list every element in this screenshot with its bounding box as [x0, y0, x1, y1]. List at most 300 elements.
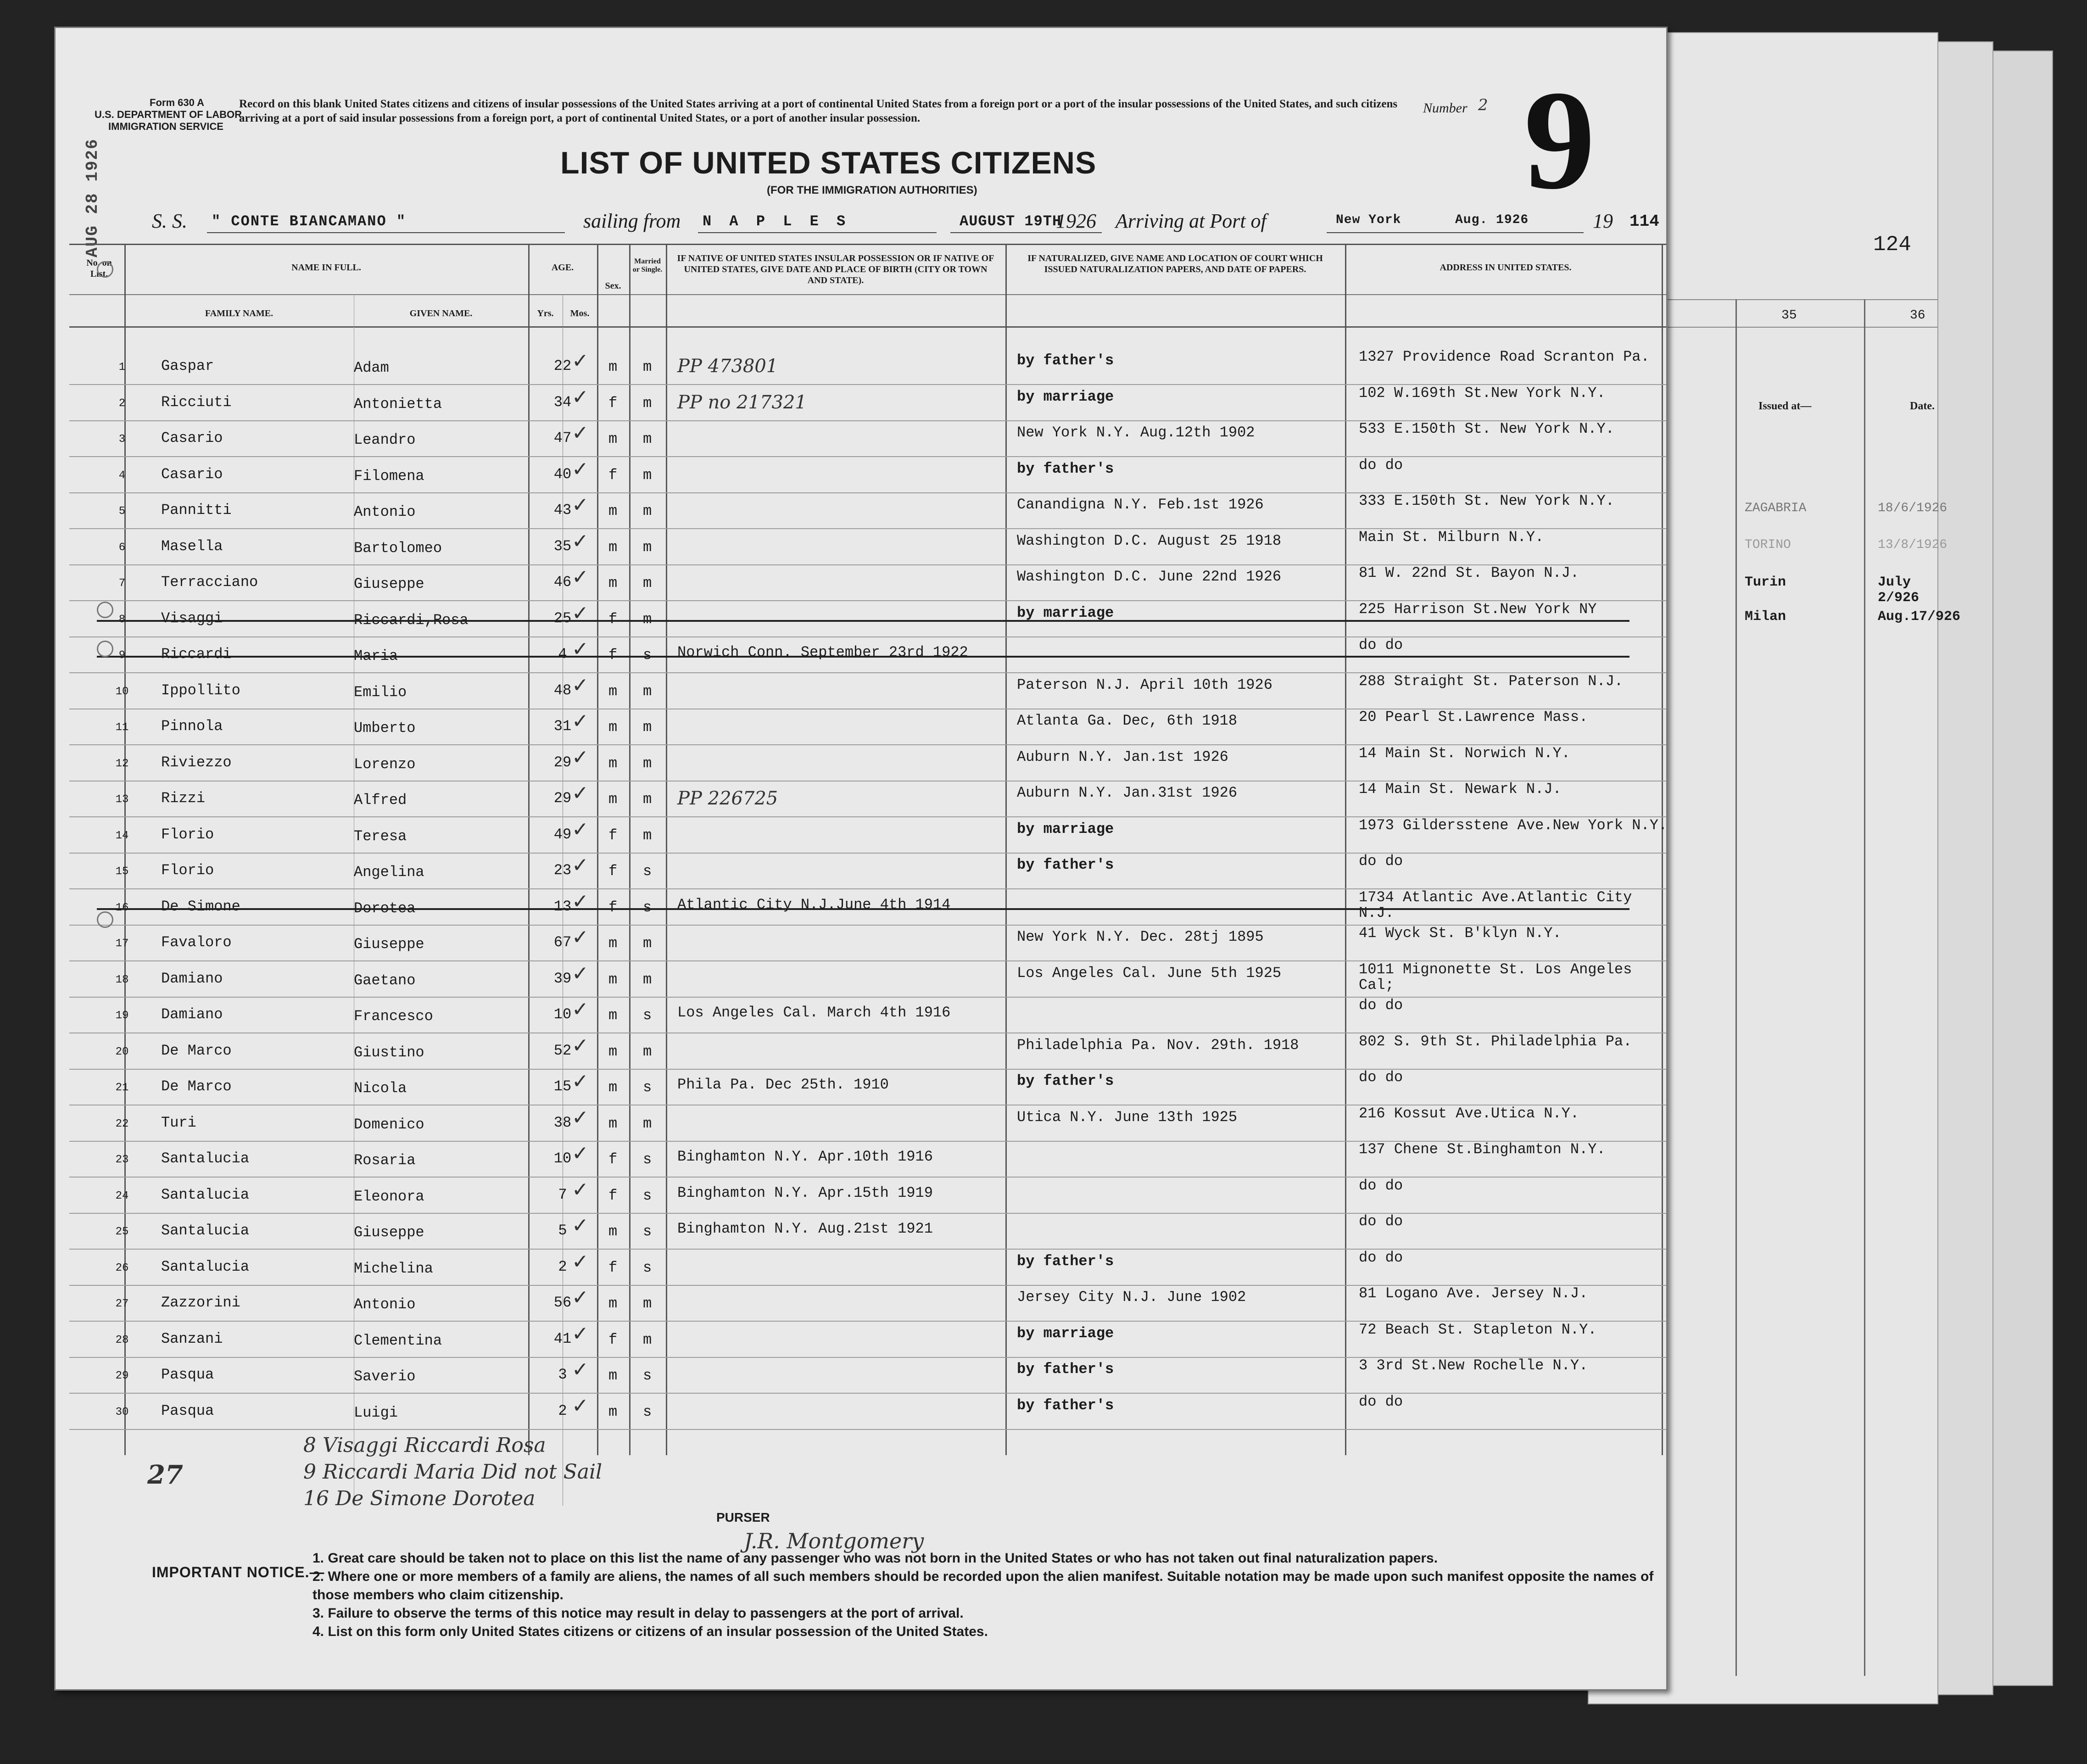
family-name: Sanzani	[161, 1330, 223, 1347]
table-row	[69, 782, 1666, 817]
age: 35	[553, 537, 572, 555]
col36-label: 36	[1910, 308, 1925, 323]
sex: m	[608, 682, 618, 700]
issued-place-1: ZAGABRIA	[1745, 501, 1807, 515]
row-number: 16	[115, 901, 129, 914]
check-mark-icon: ✓	[572, 1033, 589, 1057]
binder-hole	[97, 911, 113, 928]
age: 48	[553, 681, 572, 699]
arrival-year-prefix: 19	[1593, 210, 1613, 232]
sex: m	[608, 502, 618, 519]
marital-status: m	[643, 430, 652, 447]
table-row	[69, 746, 1666, 782]
birth-info: Binghamton N.Y. Apr.10th 1916	[677, 1148, 933, 1165]
birth-info: Binghamton N.Y. Aug.21st 1921	[677, 1220, 933, 1237]
departure-port: N A P L E S	[703, 213, 850, 230]
given-name: Antonio	[354, 503, 416, 520]
check-mark-icon: ✓	[572, 421, 589, 445]
binder-hole	[97, 602, 113, 618]
given-name: Bartolomeo	[354, 539, 442, 557]
naturalization: Washington D.C. June 22nd 1926	[1017, 568, 1282, 585]
given-name: Giuseppe	[354, 575, 424, 592]
document-title: LIST OF UNITED STATES CITIZENS	[560, 145, 1097, 180]
family-name: Rizzi	[161, 790, 206, 807]
check-mark-icon: ✓	[572, 998, 589, 1021]
address: 802 S. 9th St. Philadelphia Pa.	[1359, 1033, 1632, 1050]
table-row	[69, 530, 1666, 565]
age: 22	[553, 357, 572, 374]
family-name: Casario	[161, 430, 223, 447]
row-number: 2	[118, 397, 126, 410]
strike-through-line	[97, 620, 1629, 622]
address: 225 Harrison St.New York NY	[1359, 600, 1597, 618]
sex: m	[608, 1367, 618, 1384]
age: 49	[553, 826, 572, 843]
row-number: 9	[118, 649, 126, 662]
naturalization: by father's	[1017, 1396, 1114, 1414]
address: do do	[1359, 1177, 1403, 1194]
header-family-name: FAMILY NAME.	[205, 308, 273, 318]
address: 1011 Mignonette St. Los Angeles Cal;	[1359, 960, 1632, 994]
birth-info: PP 473801	[677, 356, 778, 377]
naturalization: Paterson N.J. April 10th 1926	[1017, 676, 1272, 693]
naturalization: by marriage	[1017, 388, 1114, 405]
sex: m	[608, 1079, 618, 1096]
marital-status: m	[643, 466, 652, 484]
marital-status: m	[643, 394, 652, 412]
address: 41 Wyck St. B'klyn N.Y.	[1359, 925, 1562, 942]
header-naturalized: IF NATURALIZED, GIVE NAME AND LOCATION OF COURT WHICH ISSUED NATURALIZATION PAPERS, AND DATE OF PAPERS.	[1027, 253, 1323, 274]
address: 1327 Providence Road Scranton Pa.	[1359, 348, 1650, 365]
address: 1973 Gildersstene Ave.New York N.Y.	[1359, 816, 1668, 834]
address: 81 W. 22nd St. Bayon N.J.	[1359, 564, 1579, 581]
table-row	[69, 637, 1666, 673]
age: 3	[558, 1366, 567, 1383]
row-number: 30	[115, 1406, 129, 1418]
sex: f	[608, 899, 618, 916]
naturalization: by marriage	[1017, 820, 1114, 837]
given-name: Adam	[354, 359, 389, 376]
row-number: 14	[115, 829, 129, 842]
given-name: Nicola	[354, 1080, 407, 1097]
row-number: 6	[118, 541, 126, 554]
family-name: Ippollito	[161, 681, 240, 699]
family-name: Santalucia	[161, 1222, 250, 1239]
check-mark-icon: ✓	[572, 673, 589, 697]
address: 216 Kossut Ave.Utica N.Y.	[1359, 1105, 1579, 1122]
row-number: 27	[115, 1298, 129, 1310]
row-number: 17	[115, 938, 129, 950]
given-name: Saverio	[354, 1368, 416, 1385]
naturalization: Auburn N.Y. Jan.1st 1926	[1017, 748, 1228, 765]
sex: f	[608, 1259, 618, 1276]
given-name: Antonietta	[354, 395, 442, 413]
document-subtitle: (FOR THE IMMIGRATION AUTHORITIES)	[767, 184, 977, 196]
check-mark-icon: ✓	[572, 601, 589, 625]
address: do do	[1359, 636, 1403, 653]
table-row	[69, 818, 1666, 854]
row-number: 22	[115, 1117, 129, 1130]
purser-signature: J.R. Montgomery	[744, 1529, 924, 1553]
table-row	[69, 854, 1666, 889]
table-row	[69, 349, 1666, 385]
age: 10	[553, 1006, 572, 1023]
address: 14 Main St. Norwich N.Y.	[1359, 744, 1570, 762]
family-name: Favaloro	[161, 934, 232, 951]
age: 2	[558, 1402, 567, 1419]
table-row	[69, 998, 1666, 1033]
marital-status: s	[643, 1151, 652, 1168]
table-row	[69, 890, 1666, 926]
address: 102 W.169th St.New York N.Y.	[1359, 384, 1606, 402]
marital-status: m	[643, 754, 652, 772]
row-number: 21	[115, 1082, 129, 1094]
sex: m	[608, 791, 618, 808]
marital-status: m	[643, 791, 652, 808]
check-mark-icon: ✓	[572, 1214, 589, 1237]
ship-prefix: S. S.	[152, 210, 187, 232]
family-name: De Simone	[161, 898, 240, 915]
sex: m	[608, 1115, 618, 1132]
issued-date-2: 13/8/1926	[1878, 538, 1947, 552]
note-line-16: 16 De Simone Dorotea	[303, 1487, 536, 1510]
number-label: Number	[1423, 100, 1468, 116]
marital-status: m	[643, 358, 652, 375]
address: 1734 Atlantic Ave.Atlantic City N.J.	[1359, 888, 1632, 921]
sex: f	[608, 1151, 618, 1168]
naturalization: Washington D.C. August 25 1918	[1017, 532, 1282, 549]
birth-info: Los Angeles Cal. March 4th 1916	[677, 1004, 951, 1021]
naturalization: by father's	[1017, 1252, 1114, 1270]
notice-title: IMPORTANT NOTICE.—	[152, 1564, 325, 1580]
sex: f	[608, 466, 618, 484]
handwritten-notes	[303, 1432, 602, 1512]
given-name: Luigi	[354, 1404, 398, 1421]
table-row	[69, 1286, 1666, 1322]
table-row	[69, 926, 1666, 961]
sex: m	[608, 754, 618, 772]
issued-at-header: Issued at—	[1758, 400, 1812, 412]
check-mark-icon: ✓	[572, 493, 589, 517]
naturalization: Philadelphia Pa. Nov. 29th. 1918	[1017, 1036, 1299, 1054]
marital-status: m	[643, 826, 652, 844]
check-mark-icon: ✓	[572, 385, 589, 409]
col35-label: 35	[1781, 308, 1797, 323]
purser-label: PURSER	[716, 1510, 770, 1524]
notice-item-4: 4. List on this form only United States citizens or citizens of an insular possession of the United States.	[312, 1624, 988, 1639]
address: do do	[1359, 1213, 1403, 1230]
row-number: 12	[115, 757, 129, 770]
big-number: 9	[1524, 61, 1595, 219]
given-name: Gaetano	[354, 971, 416, 989]
row-number: 18	[115, 973, 129, 986]
sex: f	[608, 1187, 618, 1204]
department-block	[95, 97, 242, 133]
check-mark-icon: ✓	[572, 782, 589, 805]
table-row	[69, 458, 1666, 493]
check-mark-icon: ✓	[572, 817, 589, 841]
birth-info: Phila Pa. Dec 25th. 1910	[677, 1076, 889, 1093]
row-number: 19	[115, 1010, 129, 1022]
sex: m	[608, 1403, 618, 1420]
birth-info: Norwich Conn. September 23rd 1922	[677, 644, 968, 661]
naturalization: Auburn N.Y. Jan.31st 1926	[1017, 784, 1238, 801]
age: 13	[553, 898, 572, 915]
marital-status: s	[643, 1259, 652, 1276]
top-instructions: Record on this blank United States citizens and citizens of insular possessions of the United States arriving at a port of continental United States from a foreign port or a port of the insular possessions of the United States, and such citizens arriving at a port of said insular possessions from a foreign port, a port of continental United States, or a port of another insular possession.	[239, 98, 1398, 124]
address: 137 Chene St.Binghamton N.Y.	[1359, 1141, 1606, 1158]
given-name: Alfred	[354, 792, 407, 809]
check-mark-icon: ✓	[572, 637, 589, 661]
notice-item-2: 2. Where one or more members of a family are aliens, the names of all such members should be recorded upon the alien manifest. Suitable notation may be made upon such manifest opposite the names of those members who claim citizenship.	[312, 1569, 1654, 1602]
marital-status: s	[643, 647, 652, 664]
marital-status: s	[643, 1367, 652, 1384]
sailing-date: AUGUST 19TH	[960, 213, 1062, 230]
naturalization: New York N.Y. Aug.12th 1902	[1017, 424, 1255, 441]
given-name: Eleonora	[354, 1188, 424, 1205]
marital-status: s	[643, 1187, 652, 1204]
table-row	[69, 1394, 1666, 1430]
issued-place-4: Milan	[1745, 609, 1786, 625]
age: 34	[553, 393, 572, 411]
age: 25	[553, 609, 572, 627]
row-number: 7	[118, 577, 126, 590]
ship-line	[152, 209, 1666, 237]
check-mark-icon: ✓	[572, 745, 589, 769]
marital-status: m	[643, 575, 652, 592]
naturalization: Utica N.Y. June 13th 1925	[1017, 1108, 1238, 1126]
birth-info: Binghamton N.Y. Apr.15th 1919	[677, 1184, 933, 1201]
marital-status: m	[643, 935, 652, 952]
row-number: 11	[115, 721, 129, 734]
table-row	[69, 1070, 1666, 1105]
notice-item-3: 3. Failure to observe the terms of this notice may result in delay to passengers at the port of arrival.	[312, 1606, 964, 1621]
naturalization: Atlanta Ga. Dec, 6th 1918	[1017, 712, 1238, 729]
notice-item-1: 1. Great care should be taken not to place on this list the name of any passenger who was not born in the United States or who has not taken out final naturalization papers.	[312, 1551, 1438, 1566]
page-number: 114	[1629, 212, 1659, 231]
marital-status: s	[643, 1403, 652, 1420]
check-mark-icon: ✓	[572, 854, 589, 877]
family-name: Pannitti	[161, 502, 232, 519]
family-name: De Marco	[161, 1042, 232, 1059]
family-name: Zazzorini	[161, 1294, 240, 1311]
naturalization: by father's	[1017, 352, 1114, 369]
age: 47	[553, 430, 572, 447]
table-row	[69, 493, 1666, 529]
header-native: IF NATIVE OF UNITED STATES INSULAR POSSESSION OR IF NATIVE OF UNITED STATES, GIVE DATE AND PLACE OF BIRTH (CITY OR TOWN AND STATE).	[677, 253, 994, 285]
address: 14 Main St. Newark N.J.	[1359, 781, 1562, 798]
given-name: Lorenzo	[354, 755, 416, 773]
arrival-port: New York	[1336, 213, 1401, 227]
sailing-from-label: sailing from	[583, 210, 681, 232]
issued-place-2: TORINO	[1745, 538, 1791, 552]
sex: f	[608, 826, 618, 844]
age: 5	[558, 1222, 567, 1239]
marital-status: s	[643, 1007, 652, 1024]
table-row	[69, 1142, 1666, 1178]
issued-date-3: July 2/926	[1878, 575, 1920, 606]
given-name: Angelina	[354, 864, 424, 881]
given-name: Leandro	[354, 431, 416, 448]
naturalization: Canandigna N.Y. Feb.1st 1926	[1017, 496, 1264, 513]
header-married-single: Married or Single.	[632, 257, 663, 274]
age: 46	[553, 574, 572, 591]
marital-status: m	[643, 682, 652, 700]
table-row	[69, 674, 1666, 709]
issued-date-4: Aug.17/926	[1878, 609, 1961, 625]
table-row	[69, 602, 1666, 637]
check-mark-icon: ✓	[572, 529, 589, 553]
marital-status: s	[643, 1079, 652, 1096]
marital-status: s	[643, 863, 652, 880]
check-mark-icon: ✓	[572, 1286, 589, 1309]
back-page-number: 124	[1873, 233, 1911, 257]
check-mark-icon: ✓	[572, 889, 589, 913]
family-name: Santalucia	[161, 1186, 250, 1203]
header-yrs: Yrs.	[537, 308, 554, 318]
binder-hole	[97, 641, 113, 657]
naturalization: by marriage	[1017, 1324, 1114, 1342]
sex: m	[608, 1007, 618, 1024]
sex: m	[608, 575, 618, 592]
given-name: Francesco	[354, 1008, 433, 1025]
naturalization: Jersey City N.J. June 1902	[1017, 1289, 1246, 1306]
address: do do	[1359, 1393, 1403, 1410]
marital-status: m	[643, 502, 652, 519]
age: 41	[553, 1330, 572, 1347]
header-no: No. on List.	[86, 258, 112, 279]
check-mark-icon: ✓	[572, 1070, 589, 1093]
family-name: Masella	[161, 537, 223, 555]
address: Main St. Milburn N.Y.	[1359, 528, 1544, 546]
check-mark-icon: ✓	[572, 926, 589, 949]
check-mark-icon: ✓	[572, 349, 589, 373]
age: 29	[553, 790, 572, 807]
age: 38	[553, 1114, 572, 1131]
age: 56	[553, 1294, 572, 1311]
row-number: 3	[118, 433, 126, 446]
row-number: 15	[115, 865, 129, 878]
marital-status: m	[643, 719, 652, 736]
check-mark-icon: ✓	[572, 457, 589, 481]
table-row	[69, 1322, 1666, 1358]
header-mos: Mos.	[570, 308, 590, 318]
age: 40	[553, 465, 572, 483]
sex: f	[608, 394, 618, 412]
check-mark-icon: ✓	[572, 1322, 589, 1345]
birth-info: PP no 217321	[677, 391, 807, 413]
department-name: U.S. DEPARTMENT OF LABOR	[95, 109, 242, 120]
date-header: Date.	[1910, 400, 1935, 412]
age: 10	[553, 1150, 572, 1167]
given-name: Teresa	[354, 827, 407, 845]
note-line-8: 8 Visaggi Riccardi Rosa	[303, 1434, 546, 1457]
sex: f	[608, 610, 618, 628]
check-mark-icon: ✓	[572, 1105, 589, 1129]
header-name-in-full: NAME IN FULL.	[291, 262, 361, 273]
binder-hole	[97, 261, 113, 278]
given-name: Giuseppe	[354, 1224, 424, 1241]
header-sex: Sex.	[605, 281, 621, 291]
row-number: 1	[118, 361, 126, 374]
sex: m	[608, 719, 618, 736]
header-given-name: GIVEN NAME.	[409, 308, 473, 318]
family-name: Damiano	[161, 1006, 223, 1023]
issued-date-1: 18/6/1926	[1878, 501, 1947, 515]
ship-name: " CONTE BIANCAMANO "	[212, 213, 407, 230]
row-number: 8	[118, 613, 126, 626]
row-number: 4	[118, 469, 126, 482]
address: 533 E.150th St. New York N.Y.	[1359, 420, 1614, 437]
naturalization: by father's	[1017, 1361, 1114, 1378]
family-name: Pasqua	[161, 1366, 214, 1383]
birth-info: PP 226725	[677, 788, 778, 809]
check-mark-icon: ✓	[572, 1394, 589, 1418]
family-name: Gaspar	[161, 357, 214, 374]
table-row	[69, 565, 1666, 601]
sex: m	[608, 971, 618, 988]
given-name: Dorotea	[354, 899, 416, 917]
birth-info: Atlantic City N.J.June 4th 1914	[677, 896, 951, 913]
given-name: Antonio	[354, 1296, 416, 1313]
family-name: Florio	[161, 826, 214, 843]
age: 7	[558, 1186, 567, 1203]
check-mark-icon: ✓	[572, 1250, 589, 1273]
address: 72 Beach St. Stapleton N.Y.	[1359, 1321, 1597, 1338]
naturalization: Los Angeles Cal. June 5th 1925	[1017, 964, 1282, 982]
marital-status: m	[643, 1331, 652, 1348]
age: 67	[553, 934, 572, 951]
marital-status: m	[643, 1295, 652, 1312]
arriving-label: Arriving at Port of	[1116, 210, 1267, 232]
age: 39	[553, 970, 572, 987]
address: 3 3rd St.New Rochelle N.Y.	[1359, 1357, 1588, 1374]
family-name: Riviezzo	[161, 754, 232, 771]
marital-status: m	[643, 538, 652, 556]
family-name: Riccardi	[161, 646, 232, 663]
sex: m	[608, 538, 618, 556]
given-name: Umberto	[354, 720, 416, 737]
address: do do	[1359, 853, 1403, 870]
issued-place-3: Turin	[1745, 575, 1786, 590]
family-name: Ricciuti	[161, 393, 232, 411]
strike-through-line	[97, 908, 1629, 910]
sex: f	[608, 647, 618, 664]
number-value: 2	[1478, 96, 1488, 114]
family-name: Damiano	[161, 970, 223, 987]
age: 43	[553, 502, 572, 519]
row-number: 20	[115, 1045, 129, 1058]
family-name: Santalucia	[161, 1258, 250, 1275]
sex: m	[608, 430, 618, 447]
row-number: 28	[115, 1334, 129, 1346]
note-line-9: 9 Riccardi Maria Did not Sail	[303, 1460, 603, 1484]
naturalization: by father's	[1017, 856, 1114, 873]
family-name: Casario	[161, 465, 223, 483]
given-name: Maria	[354, 648, 398, 664]
naturalization: by father's	[1017, 1072, 1114, 1089]
sex: f	[608, 1331, 618, 1348]
address: 333 E.150th St. New York N.Y.	[1359, 492, 1614, 509]
family-name: Santalucia	[161, 1150, 250, 1167]
table-row	[69, 1034, 1666, 1070]
row-number: 26	[115, 1262, 129, 1274]
row-number: 23	[115, 1154, 129, 1166]
row-number: 13	[115, 793, 129, 806]
date-stamp: AUG 28 1926	[83, 138, 102, 257]
table-row	[69, 962, 1666, 998]
sailing-year: 1926	[1056, 210, 1096, 232]
